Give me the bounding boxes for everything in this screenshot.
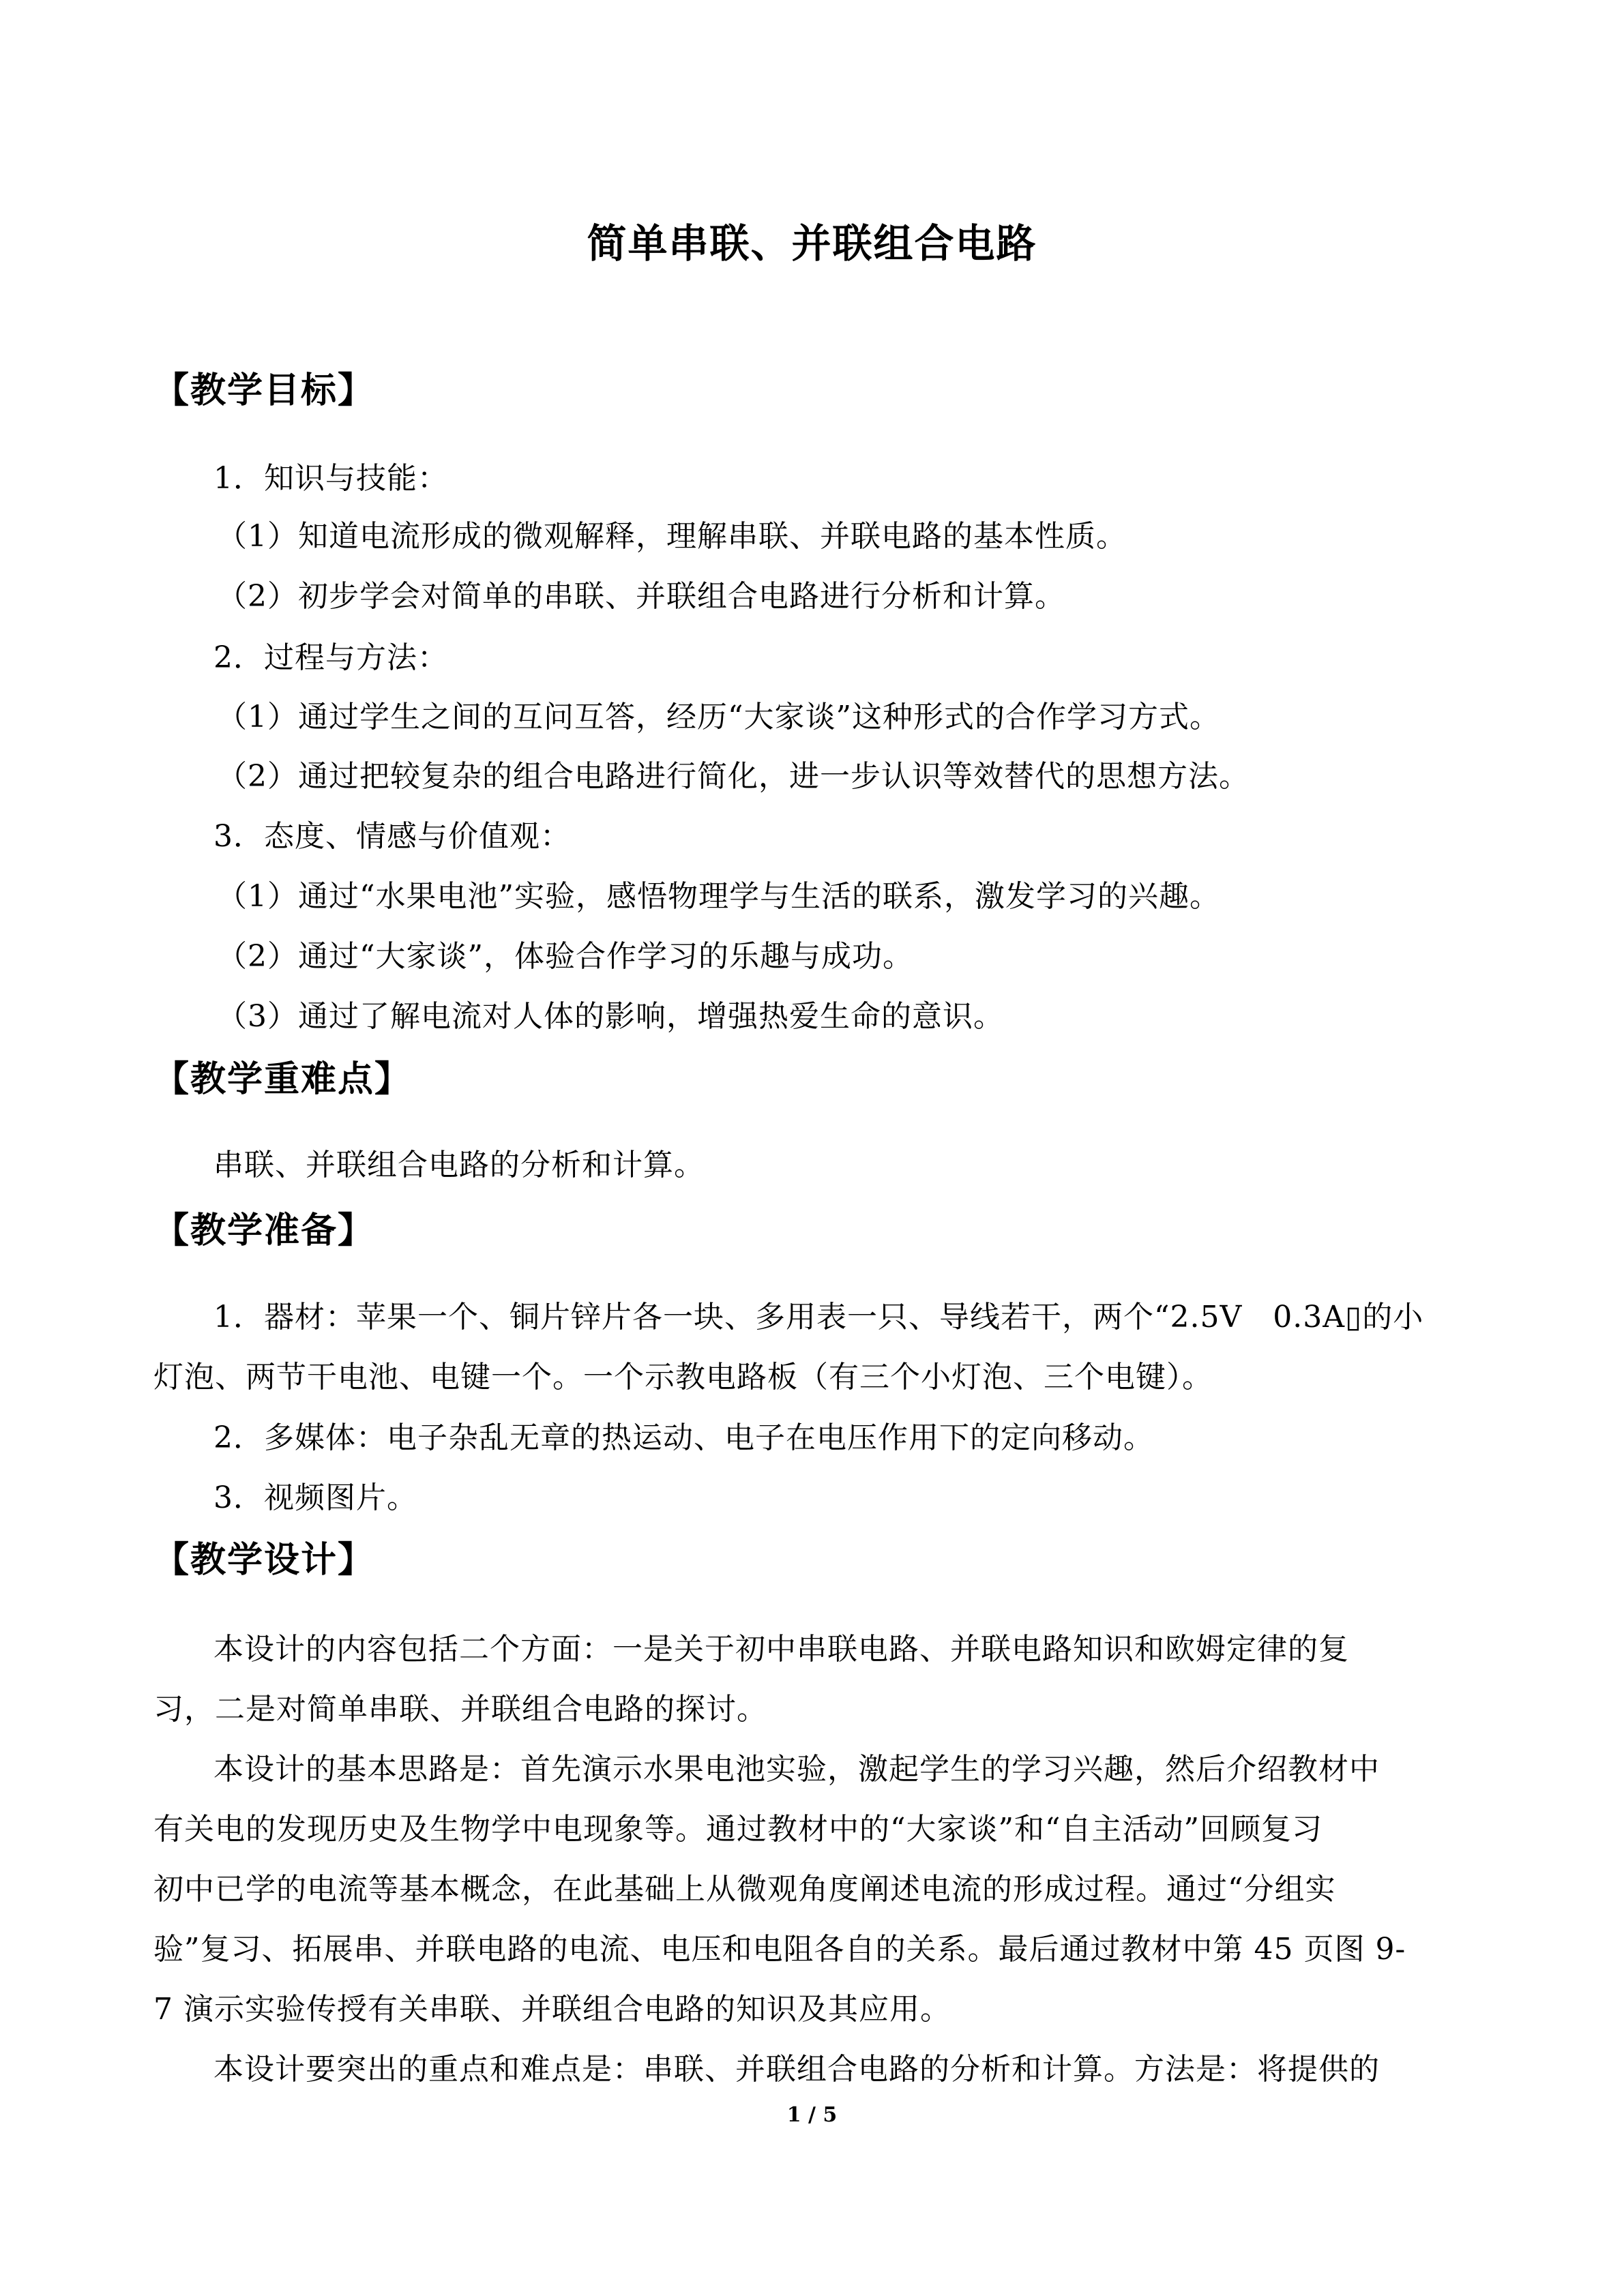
section-heading-design: 【教学设计】: [153, 1540, 375, 1581]
section-heading-objectives: 【教学目标】: [153, 370, 375, 411]
preparation-line: 1．器材：苹果一个、铜片锌片各一块、多用表一只、导线若干，两个“2.5V 0.3A▯的小: [213, 1300, 1424, 1335]
objectives-line: （1）通过“水果电池”实验，感悟物理学与生活的联系，激发学习的兴趣。: [217, 879, 1220, 914]
design-line: 本设计要突出的重点和难点是：串联、并联组合电路的分析和计算。方法是：将提供的: [213, 2052, 1380, 2087]
design-line: 初中已学的电流等基本概念，在此基础上从微观角度阐述电流的形成过程。通过“分组实: [153, 1872, 1336, 1907]
key-points-line: 串联、并联组合电路的分析和计算。: [213, 1148, 705, 1182]
design-line: 有关电的发现历史及生物学中电现象等。通过教材中的“大家谈”和“自主活动”回顾复习: [153, 1812, 1323, 1847]
objectives-line: （1）通过学生之间的互问互答，经历“大家谈”这种形式的合作学习方式。: [217, 700, 1220, 734]
objectives-line: （2）通过把较复杂的组合电路进行简化，进一步认识等效替代的思想方法。: [217, 759, 1250, 794]
objectives-line: （2）初步学会对简单的串联、并联组合电路进行分析和计算。: [217, 579, 1065, 614]
design-line: 7 演示实验传授有关串联、并联组合电路的知识及其应用。: [153, 1992, 951, 2027]
objectives-line: （2）通过“大家谈”，体验合作学习的乐趣与成功。: [217, 939, 913, 974]
preparation-line: 灯泡、两节干电池、电键一个。一个示教电路板（有三个小灯泡、三个电键）。: [153, 1360, 1213, 1395]
objectives-line: （1）知道电流形成的微观解释，理解串联、并联电路的基本性质。: [217, 519, 1127, 554]
design-line: 本设计的基本思路是：首先演示水果电池实验，激起学生的学习兴趣，然后介绍教材中: [213, 1752, 1380, 1787]
preparation-line: 2．多媒体：电子杂乱无章的热运动、电子在电压作用下的定向移动。: [213, 1420, 1154, 1455]
preparation-line: 3．视频图片。: [213, 1480, 417, 1515]
design-line: 本设计的内容包括二个方面：一是关于初中串联电路、并联电路知识和欧姆定律的复: [213, 1632, 1349, 1667]
section-heading-preparation: 【教学准备】: [153, 1210, 375, 1251]
page-number: 1 / 5: [786, 2103, 838, 2127]
section-heading-key-points: 【教学重难点】: [153, 1059, 412, 1100]
document-title: 简单串联、并联组合电路: [587, 220, 1037, 267]
objectives-line: 3．态度、情感与价值观：: [213, 819, 571, 854]
design-line: 习，二是对简单串联、并联组合电路的探讨。: [153, 1692, 767, 1727]
objectives-line: 2．过程与方法：: [213, 640, 448, 675]
design-line: 验”复习、拓展串、并联电路的电流、电压和电阻各自的关系。最后通过教材中第 45 页图 9-: [153, 1932, 1406, 1967]
objectives-line: 1．知识与技能：: [213, 461, 448, 496]
objectives-line: （3）通过了解电流对人体的影响，增强热爱生命的意识。: [217, 999, 1004, 1034]
